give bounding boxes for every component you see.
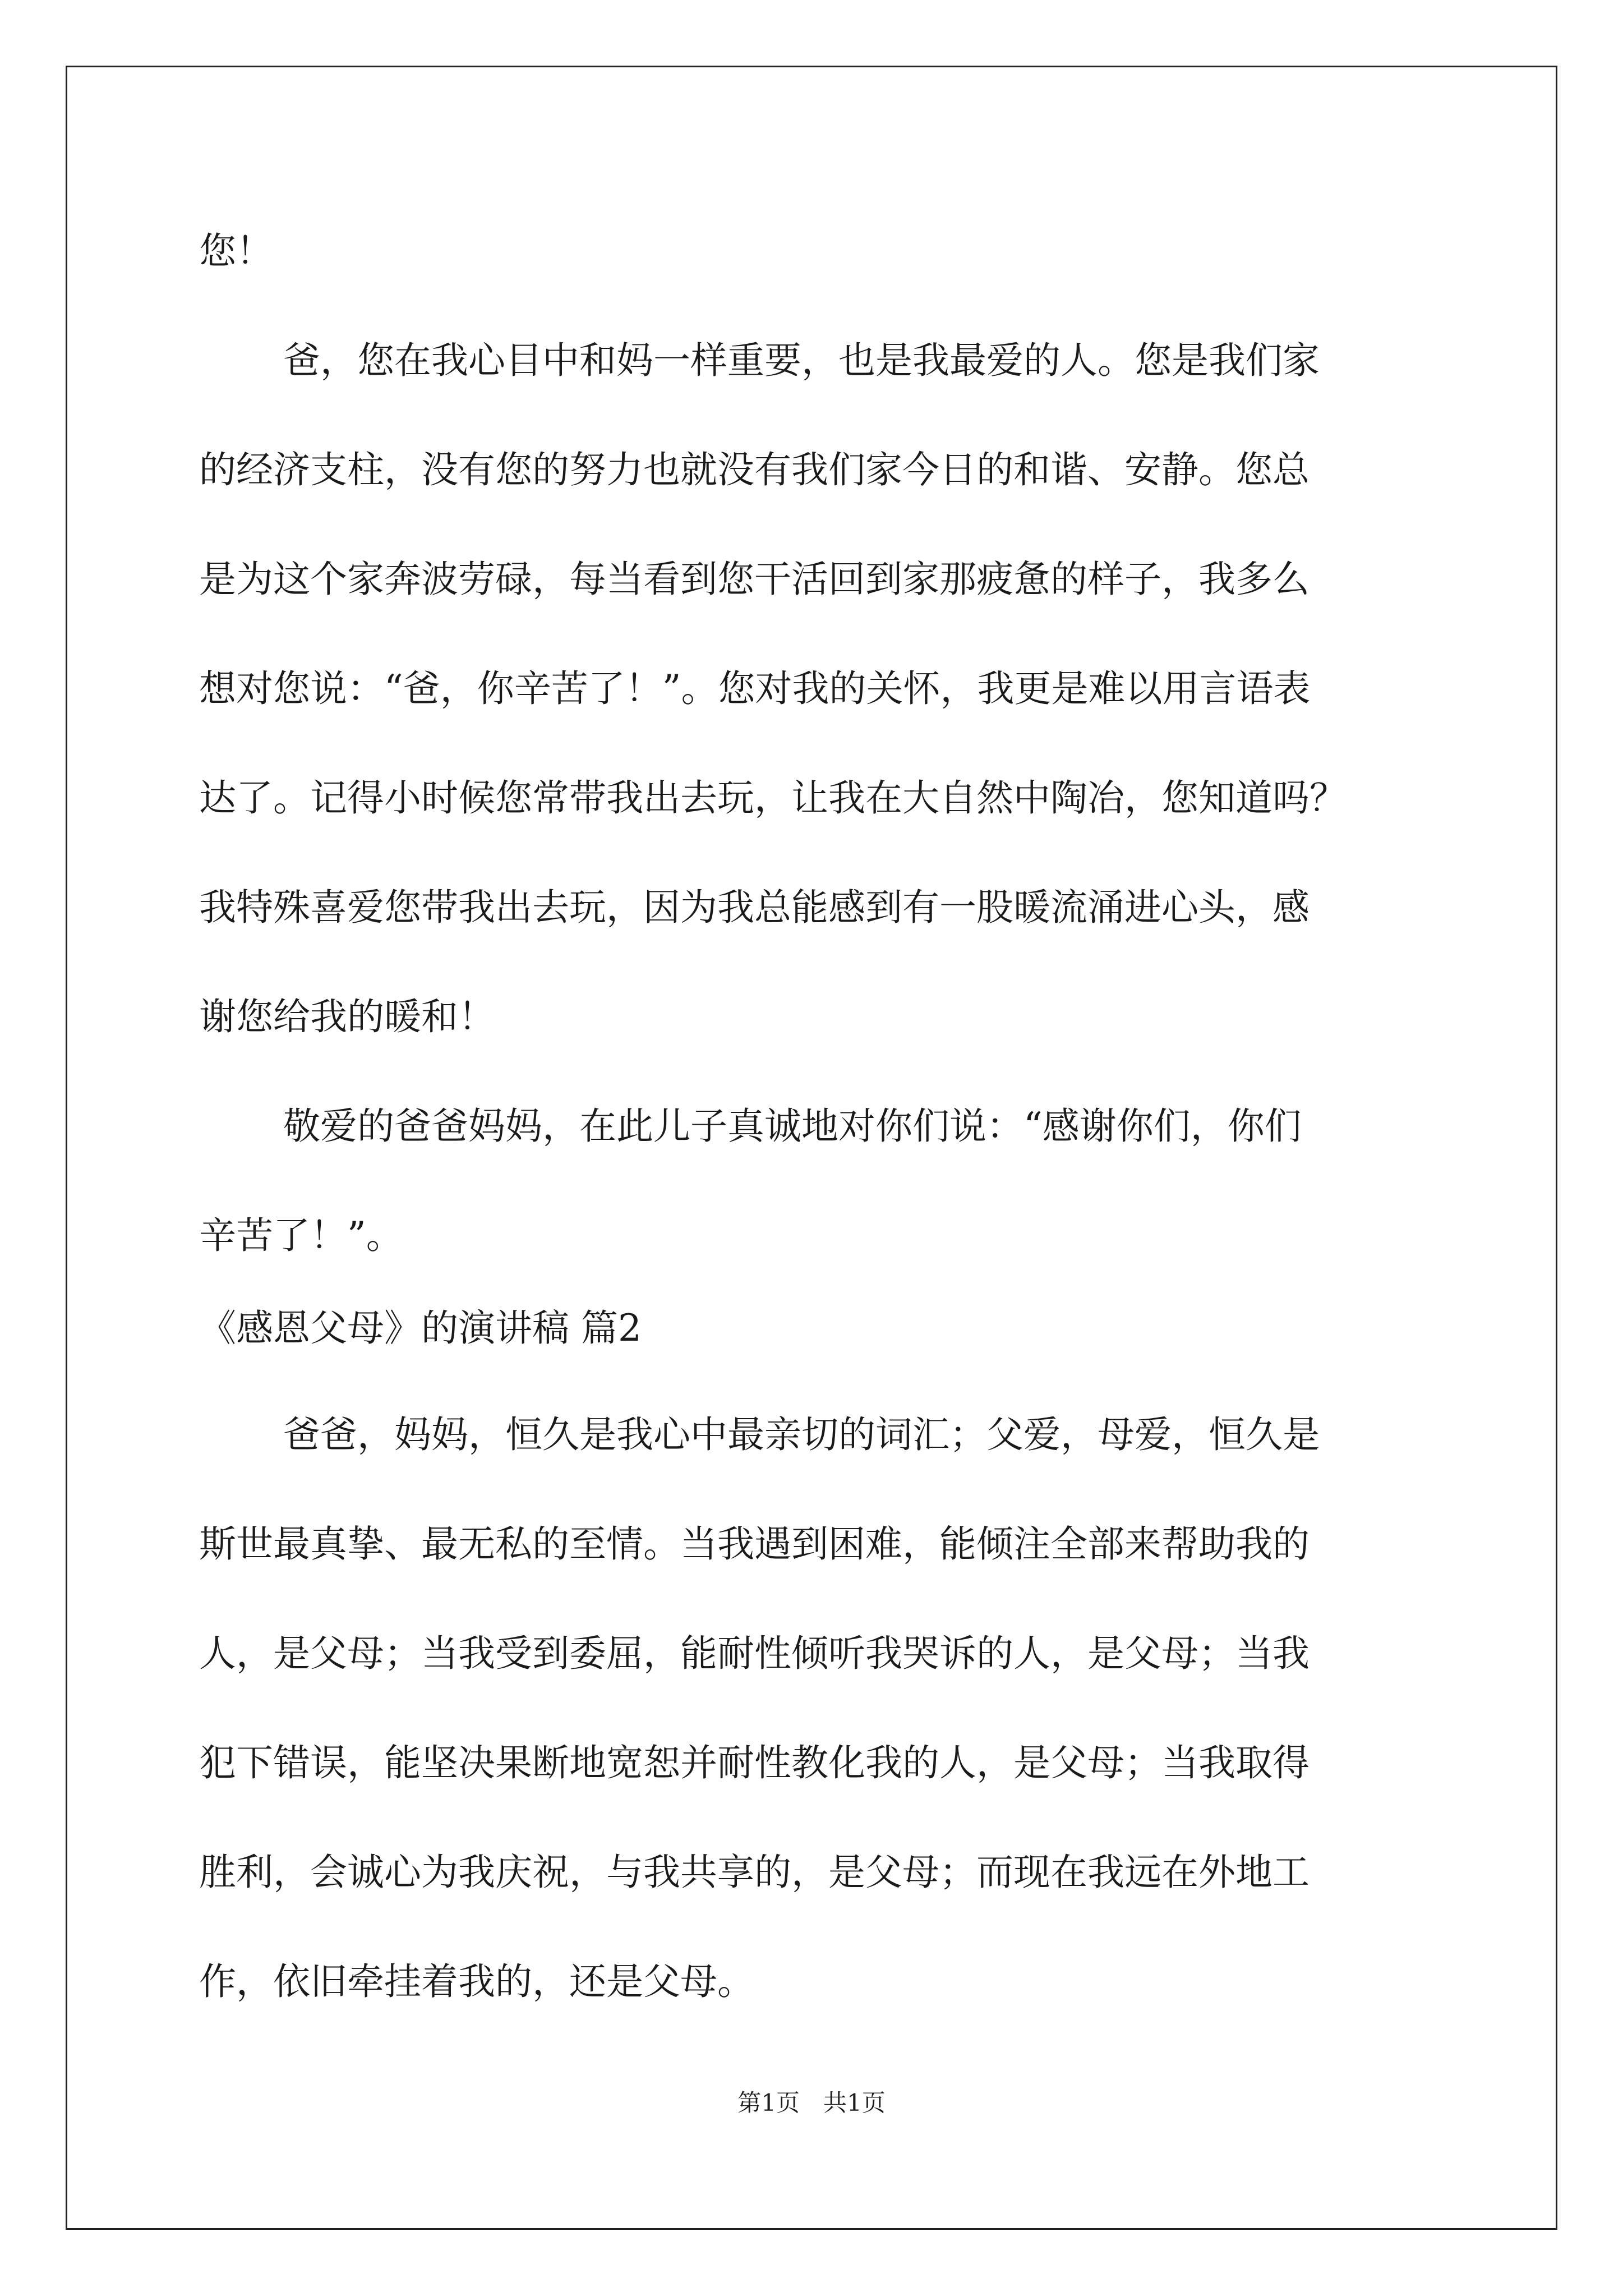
body-line-2: 爸，您在我心目中和妈一样重要，也是我最爱的人。您是我们家 (283, 339, 1320, 382)
body-line-8: 谢您给我的暖和！ (199, 995, 495, 1038)
body-line-5: 想对您说：“爸，你辛苦了！”。您对我的关怀，我更是难以用言语表 (199, 667, 1311, 710)
body-line-10: 辛苦了！”。 (199, 1214, 403, 1257)
body-line-17: 作，依旧牵挂着我的，还是父母。 (199, 1960, 754, 2003)
body-line-14: 人，是父母；当我受到委屈，能耐性倾听我哭诉的人，是父母；当我 (199, 1632, 1310, 1675)
body-line-16: 胜利，会诚心为我庆祝，与我共享的，是父母；而现在我远在外地工 (199, 1851, 1310, 1894)
body-line-6: 达了。记得小时候您常带我出去玩，让我在大自然中陶冶，您知道吗？ (199, 776, 1347, 820)
section-heading: 《感恩父母》的演讲稿 篇2 (199, 1306, 642, 1350)
body-line-13: 斯世最真挚、最无私的至情。当我遇到困难，能倾注全部来帮助我的 (199, 1522, 1310, 1566)
body-line-1: 您！ (199, 229, 273, 273)
body-line-7: 我特殊喜爱您带我出去玩，因为我总能感到有一股暖流涌进心头，感 (199, 886, 1310, 929)
page-border (66, 66, 1557, 2230)
body-line-15: 犯下错误，能坚决果断地宽恕并耐性教化我的人，是父母；当我取得 (199, 1741, 1310, 1784)
body-line-12: 爸爸，妈妈，恒久是我心中最亲切的词汇；父爱，母爱，恒久是 (283, 1413, 1320, 1456)
body-line-3: 的经济支柱，没有您的努力也就没有我们家今日的和谐、安静。您总 (199, 448, 1310, 491)
body-line-4: 是为这个家奔波劳碌，每当看到您干活回到家那疲惫的样子，我多么 (199, 558, 1310, 601)
page-footer: 第1页 共1页 (737, 2089, 886, 2116)
body-line-9: 敬爱的爸爸妈妈，在此儿子真诚地对你们说：“感谢你们，你们 (283, 1105, 1302, 1148)
